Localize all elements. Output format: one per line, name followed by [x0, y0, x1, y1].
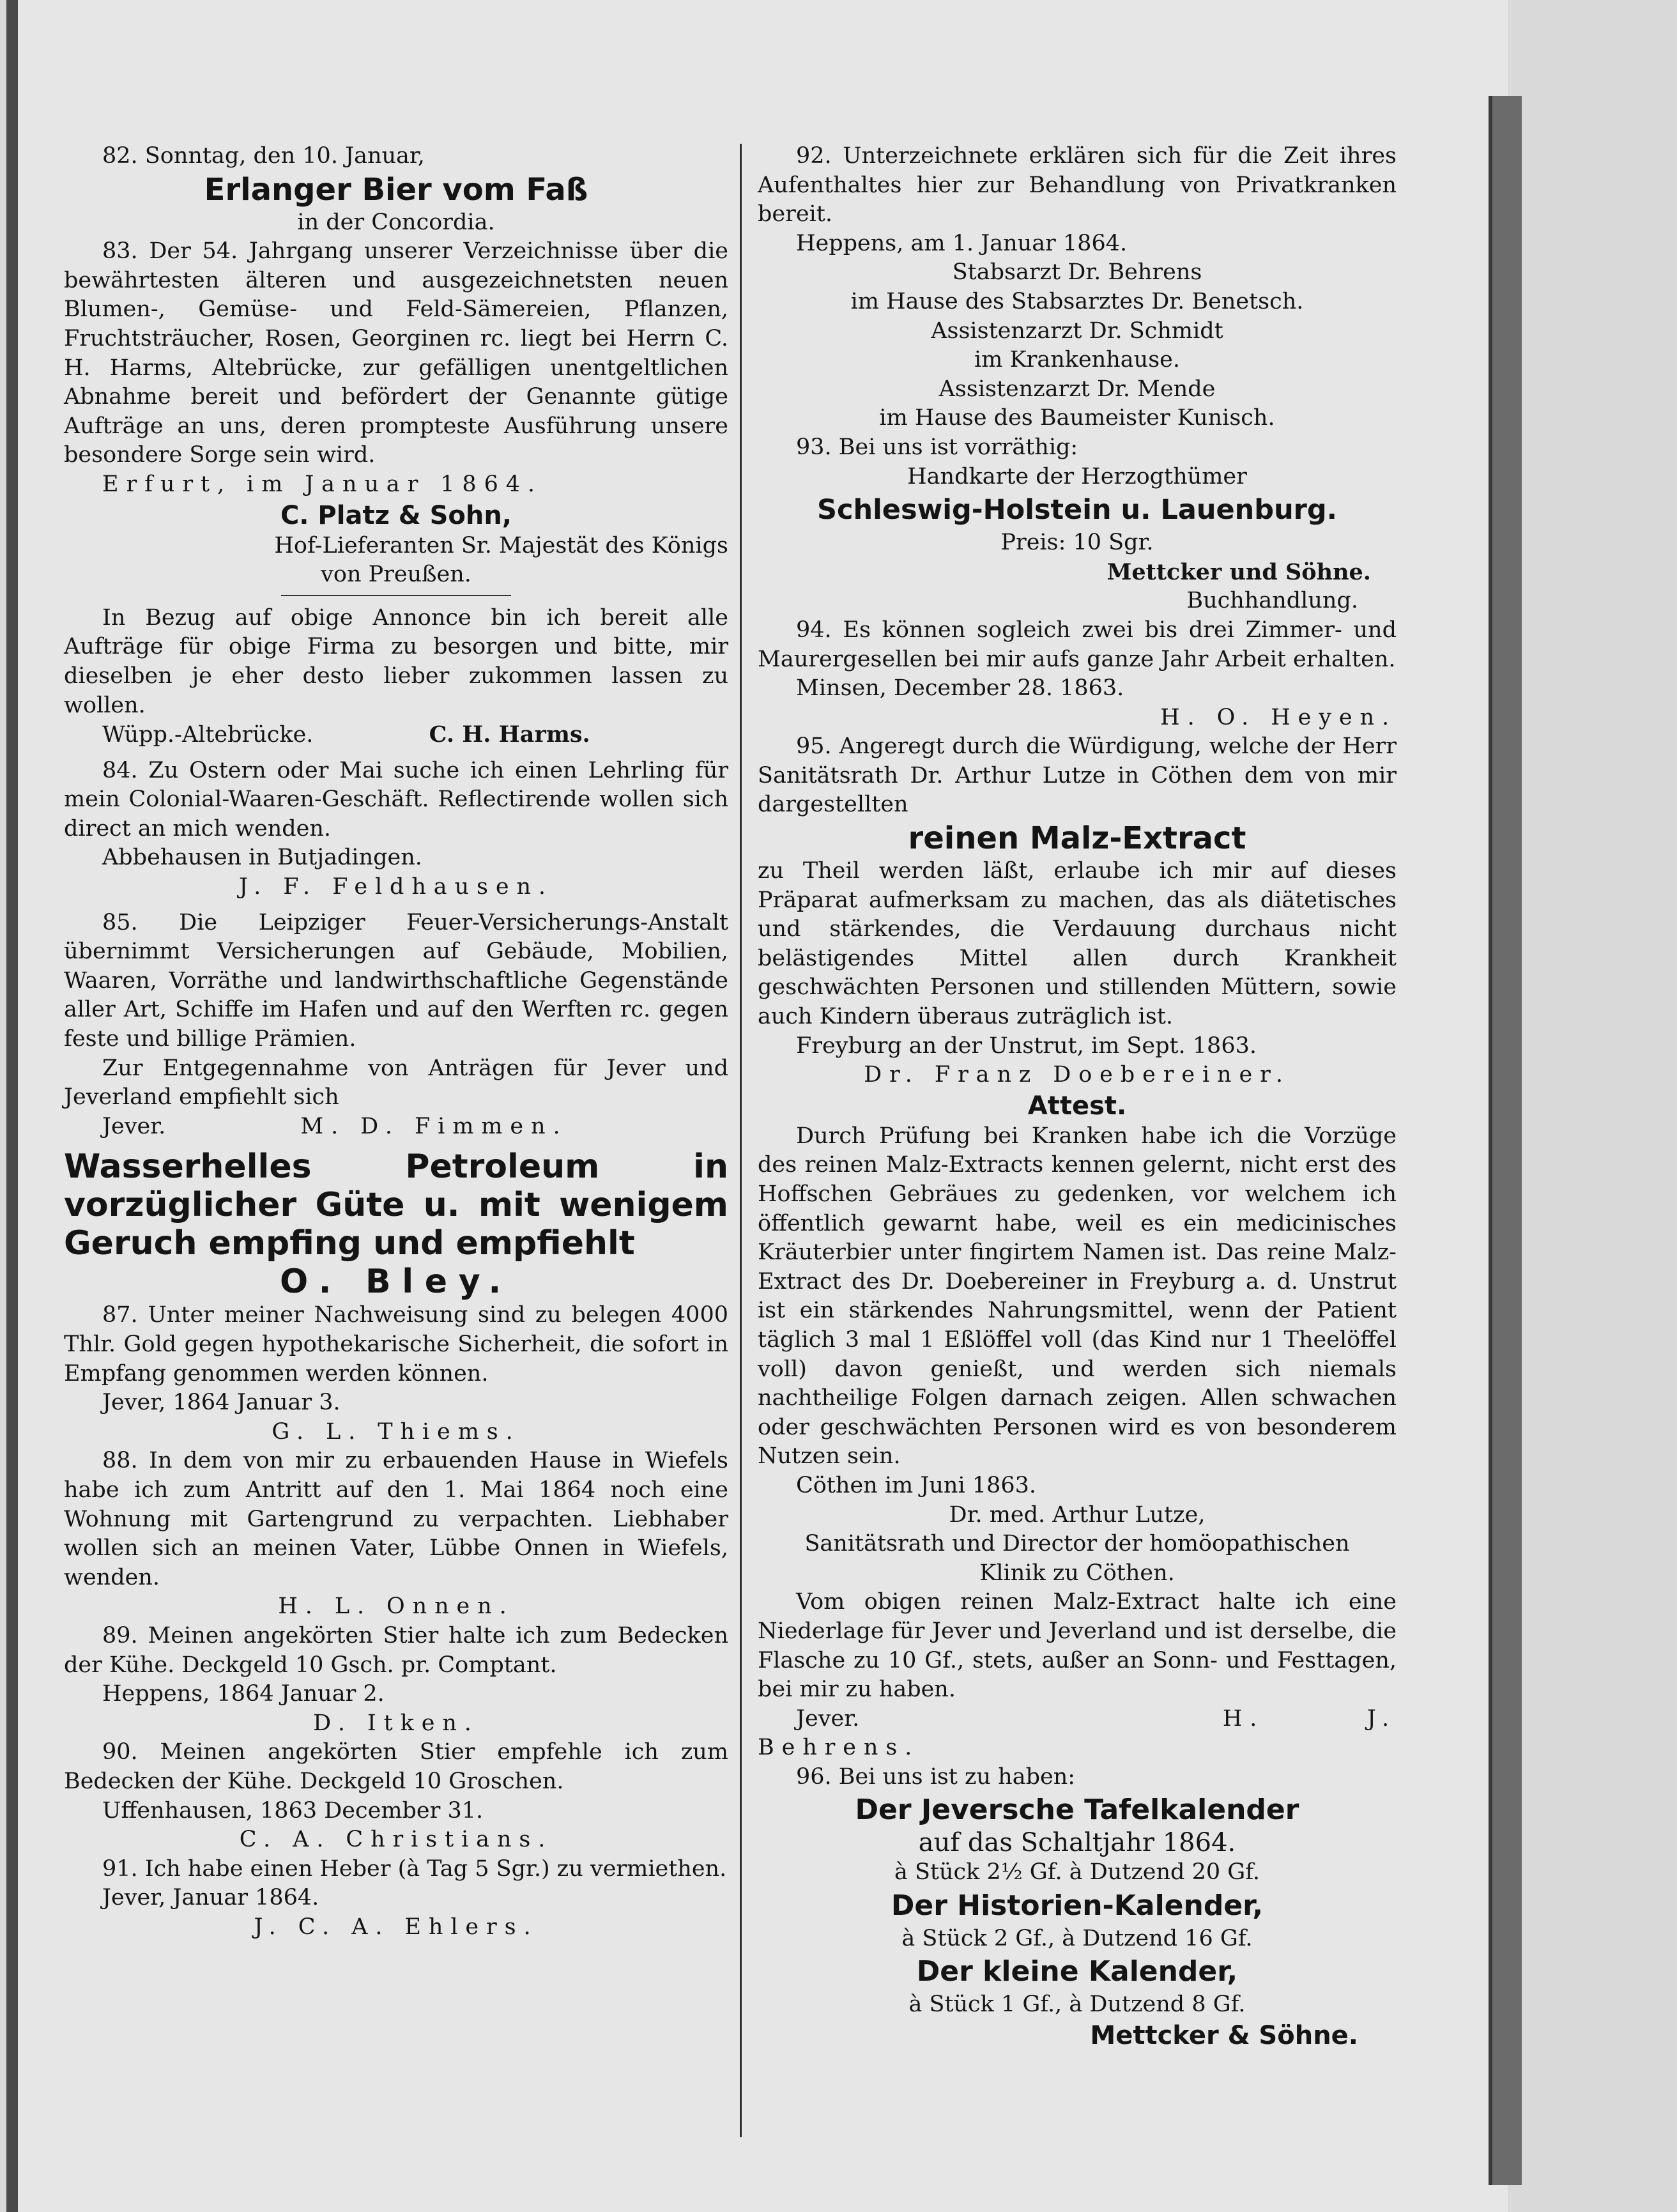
ad-95-behrens-place: Jever. H. J. Behrens. — [758, 1705, 1397, 1761]
left-column — [64, 142, 728, 2142]
ad-87-place: Jever, 1864 Januar 3. — [102, 1390, 341, 1416]
ad-90-text: 90. Meinen angekörten Stier empfehle ich zum Bedecken der Kühe. Deckgeld 10 Groschen. — [64, 1739, 728, 1794]
ad-95-behrens-text: Vom obigen reinen Malz-Extract halte ich eine Niederlage für Jever und Jeverland und ist derselbe, die Flasche zu 10 Gf., stets, außer an Sonn- und Festtagen, bei mir zu haben. — [758, 1589, 1397, 1703]
ad-90-signature: C. A. Christians. — [239, 1827, 553, 1853]
ad-96-price3: à Stück 1 Gf., à Dutzend 8 Gf. — [908, 1992, 1246, 2018]
ad-96-subtitle1: auf das Schaltjahr 1864. — [918, 1828, 1236, 1858]
ad-85-place: Jever. M. D. Fimmen. — [102, 1113, 568, 1139]
ad-93-title: Schleswig-Holstein u. Lauenburg. — [817, 494, 1337, 526]
ad-95-attest-text: Durch Prüfung bei Kranken habe ich die Vorzüge des reinen Malz-Extracts kennen gelernt, nicht erst des Hoffschen Gebräues zu gedenken, vor welchem ich öffentlich gewarnt habe, weil es ein medicinisches Kräuterbier unter fingirtem Namen ist. Das reine Malz-Extract des Dr. Doebereiner in Freyburg a. d. Unstrut ist ein stärkendes Nahrungsmittel, wenn der Patient täglich 3 mal 1 Eßlöffel voll (das Kind nur 1 Theelöffel voll) davon genießt, und werden sich niemals nachtheilige Folgen darnach zeigen. Allen schwachen oder geschwächten Personen wird es von besonderem Nutzen sein. — [758, 1123, 1397, 1470]
ad-95-text2: zu Theil werden läßt, erlaube ich mir auf dieses Präparat aufmerksam zu machen, das als diätetisches und stärkendes, die Verdauung durchaus nicht belästigendes Mittel allen durch Krankheit geschwächten Personen und stillenden Müttern, sowie auch Kindern überaus zuträglich ist. — [758, 858, 1397, 1030]
ad-96-signature: Mettcker & Söhne. — [1090, 2020, 1358, 2050]
ad-95-title: reinen Malz-Extract — [908, 820, 1246, 857]
ad-93-subtitle: Handkarte der Herzogthümer — [907, 463, 1247, 489]
ad-95-attest-heading: Attest. — [1027, 1091, 1127, 1121]
ad-83-harms-text: In Bezug auf obige Annonce bin ich bereit alle Aufträge für obige Firma zu besorgen und bitte, mir dieselben je eher desto lieber zukommen lassen zu wollen. — [64, 604, 728, 718]
ad-82-venue: in der Concordia. — [297, 209, 495, 235]
ad-92-signer2: Assistenzarzt Dr. Schmidt — [931, 318, 1223, 344]
ad-92-signer3-address: im Hause des Baumeister Kunisch. — [879, 405, 1275, 431]
ad-95-signature: Dr. Franz Doebereiner. — [864, 1062, 1290, 1088]
ad-94-place: Minsen, December 28. 1863. — [796, 675, 1124, 702]
ad-93-intro: 93. Bei uns ist vorräthig: — [796, 434, 1078, 460]
newspaper-page — [6, 0, 1508, 2212]
ad-84-text: 84. Zu Ostern oder Mai suche ich einen Lehrling für mein Colonial-Waaren-Geschäft. Reflectirende wollen sich direct an mich wenden. — [64, 757, 728, 841]
ad-95-attest-signature: Dr. med. Arthur Lutze, — [949, 1502, 1206, 1528]
ad-96-intro: 96. Bei uns ist zu haben: — [796, 1763, 1076, 1790]
ad-85-text2: Zur Entgegennahme von Anträgen für Jever und Jeverland empfiehlt sich — [64, 1055, 728, 1110]
ad-89-text: 89. Meinen angekörten Stier halte ich zum Bedecken der Kühe. Deckgeld 10 Gsch. pr. Comptant. — [64, 1622, 728, 1678]
ad-83-place: Erfurt, im Januar 1864. — [102, 471, 542, 497]
ad-89-signature: D. Itken. — [313, 1710, 479, 1736]
binding-gutter — [6, 0, 18, 2212]
ad-83-harms-place: Wüpp.-Altebrücke. C. H. Harms. — [102, 721, 590, 748]
ad-87-signature: G. L. Thiems. — [272, 1418, 521, 1445]
ad-82-title: Erlanger Bier vom Faß — [204, 171, 588, 208]
ad-88-text: 88. In dem von mir zu erbauenden Hause in Wiefels habe ich zum Antritt auf den 1. Mai 1864 noch eine Wohnung mit Gartengrund zu verpachten. Liebhaber wollen sich an meinen Vater, Lübbe Onnen in Wiefels, wenden. — [64, 1448, 728, 1590]
ad-93-price: Preis: 10 Sgr. — [1000, 530, 1154, 556]
ad-95-attest-title2: Klinik zu Cöthen. — [979, 1560, 1175, 1586]
ad-94-signature: H. O. Heyen. — [1160, 704, 1397, 730]
ad-85-text: 85. Die Leipziger Feuer-Versicherungs-Anstalt übernimmt Versicherungen auf Gebäude, Mobilien, Waaren, Vorräthe und landwirthschaftliche Gegenstände aller Art, Schiffe im Hafen und auf den Werften rc. gegen feste und billige Prämien. — [64, 909, 728, 1052]
ad-83-text: 83. Der 54. Jahrgang unserer Verzeichnisse über die bewährtesten älteren und ausgezeichnetsten neuen Blumen-, Gemüse- und Feld-Sämereien, Pflanzen, Fruchtsträucher, Rosen, Georginen rc. liegt bei Herrn C. H. Harms, Altebrücke, zur gefälligen unentgeltlichen Abnahme bereit und befördert der Genannte gütige Aufträge an uns, deren prompteste Ausführung unsere besondere Sorge sein wird. — [64, 238, 728, 468]
ad-96-price2: à Stück 2 Gf., à Dutzend 16 Gf. — [901, 1925, 1253, 1951]
ad-92-signer1-address: im Hause des Stabsarztes Dr. Benetsch. — [850, 288, 1304, 314]
ad-91-signature: J. C. A. Ehlers. — [254, 1914, 539, 1940]
ad-94-text: 94. Es können sogleich zwei bis drei Zimmer- und Maurergesellen bei mir aufs ganze Jahr Arbeit erhalten. — [758, 617, 1397, 672]
ad-96-title3: Der kleine Kalender, — [916, 1955, 1238, 1988]
ad-92-text: 92. Unterzeichnete erklären sich für die Zeit ihres Aufenthaltes hier zur Behandlung von Privatkranken bereit. — [758, 143, 1397, 227]
ad-86-signature: O. Bley. — [280, 1263, 512, 1302]
ad-90-place: Uffenhausen, 1863 December 31. — [102, 1797, 484, 1824]
ad-93-signature-line2: Buchhandlung. — [1186, 588, 1358, 614]
ad-84-place: Abbehausen in Butjadingen. — [102, 845, 422, 871]
ad-95-behrens-signature: H. J. Behrens. — [758, 1705, 1397, 1761]
ad-95-place: Freyburg an der Unstrut, im Sept. 1863. — [796, 1033, 1257, 1059]
ad-89-place: Heppens, 1864 Januar 2. — [102, 1681, 385, 1707]
ad-87-text: 87. Unter meiner Nachweisung sind zu belegen 4000 Thlr. Gold gegen hypothekarische Sicherheit, die sofort in Empfang genommen werden können. — [64, 1302, 728, 1386]
ad-84-signature: J. F. Feldhausen. — [239, 874, 553, 900]
ad-96-title1: Der Jeversche Tafelkalender — [855, 1793, 1299, 1827]
ad-83-harms-signature: C. H. Harms. — [429, 721, 590, 748]
ad-82-date: 82. Sonntag, den 10. Januar, — [102, 143, 425, 169]
ad-83-hof-line1: Hof-Lieferanten Sr. Majestät des Königs — [274, 532, 728, 558]
ad-92-place: Heppens, am 1. Januar 1864. — [796, 230, 1128, 256]
ad-88-signature: H. L. Onnen. — [278, 1594, 514, 1620]
ad-92-signer2-address: im Krankenhause. — [974, 347, 1180, 373]
ad-83-firm: C. Platz & Sohn, — [280, 500, 512, 530]
right-column — [758, 142, 1397, 2142]
ad-92-signer1: Stabsarzt Dr. Behrens — [952, 259, 1202, 286]
ad-83-hof-line2: von Preußen. — [321, 562, 471, 588]
ad-93-signature: Mettcker und Söhne. — [1107, 558, 1371, 585]
ad-85-signature: M. D. Fimmen. — [300, 1113, 568, 1139]
ad-92-signer3: Assistenzarzt Dr. Mende — [938, 376, 1216, 402]
ad-96-title2: Der Historien-Kalender, — [891, 1889, 1264, 1922]
ad-86-headline: Wasserhelles Petroleum in vorzüglicher Güte u. mit wenigem Geruch empfing und empfiehlt — [64, 1148, 728, 1263]
ad-95-attest-title: Sanitätsrath und Director der homöopathischen — [804, 1531, 1350, 1557]
ad-95-attest-place: Cöthen im Juni 1863. — [796, 1472, 1036, 1498]
ad-95-text: 95. Angeregt durch die Würdigung, welche der Herr Sanitätsrath Dr. Arthur Lutze in Cöthen dem von mir dargestellten — [758, 733, 1397, 818]
page-edge — [1489, 96, 1522, 2185]
separator-rule — [281, 595, 511, 596]
ad-96-price1: à Stück 2½ Gf. à Dutzend 20 Gf. — [894, 1859, 1260, 1886]
column-rule — [740, 144, 742, 2137]
ad-91-text: 91. Ich habe einen Heber (à Tag 5 Sgr.) zu vermiethen. — [102, 1855, 727, 1882]
ad-91-place: Jever, Januar 1864. — [102, 1885, 319, 1911]
